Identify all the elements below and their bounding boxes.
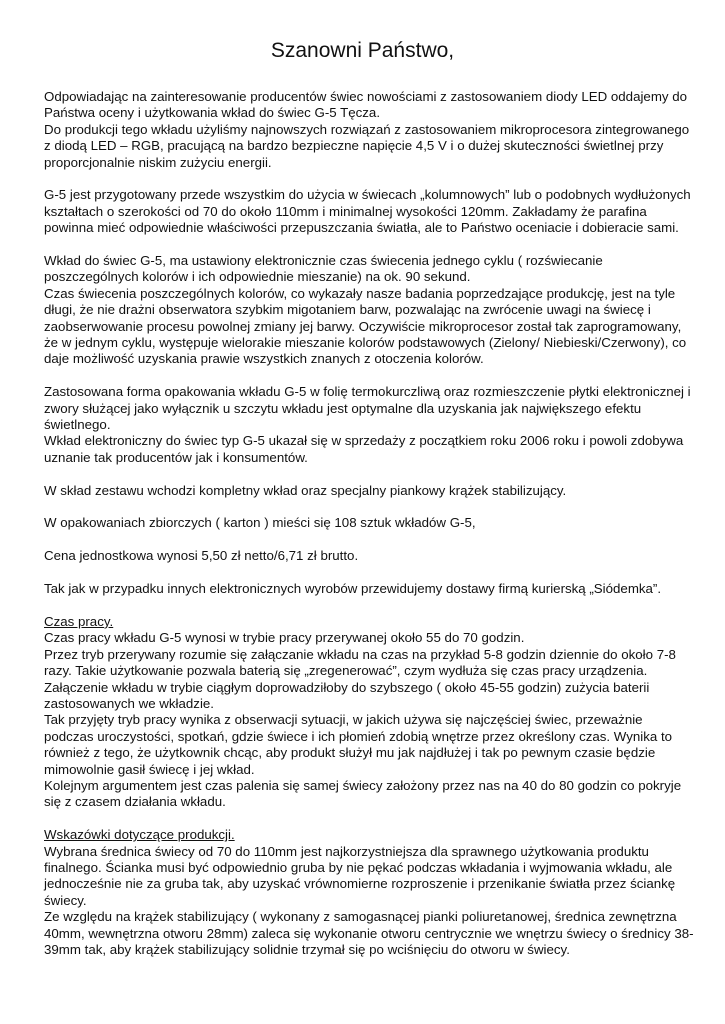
section-text-production-tips: Wybrana średnica świecy od 70 do 110mm jest najkorzystniejsza dla sprawnego użytkowania produktu finalnego. Ścianka musi być odpowiednio gruba by nie pękać podczas wkładania i wyjmowania wkładu, ale jednocześnie nie za gruba tak, aby uzyskać vrównomierne rozproszenie i przenikanie światła przez ściankę świecy. Ze względu na krążek stabilizujący ( wykonany z samogasnącej pianki poliuretanowej, średnica zewnętrzna 40mm, wewnętrzna otworu 28mm) zaleca się wykonanie otworu centrycznie we wnętrzu świecy o średnicy 38-39mm tak, aby krążek stabilizujący solidnie trzymał się po wciśnięciu do otworu w świecy.: [44, 843, 694, 957]
letter-body: [44, 89, 694, 958]
section-heading-production-tips: Wskazówki dotyczące produkcji.: [44, 827, 235, 843]
paragraph-bulk-packaging: W opakowaniach zbiorczych ( karton ) mieści się 108 sztuk wkładów G-5,: [44, 515, 476, 531]
paragraph-packaging: Zastosowana forma opakowania wkładu G-5 w folię termokurczliwą oraz rozmieszczenie płytki elektronicznej i zwory służącej jako wyłącznik u szczytu wkładu jest optymalne dla uzyskania jak największego efektu świetlnego. Wkład elektroniczny do świec typ G-5 ukazał się w sprzedaży z początkiem roku 2006 roku i powoli zdobywa uznanie tak producentów jak i konsumentów.: [44, 384, 691, 465]
paragraph-price: Cena jednostkowa wynosi 5,50 zł netto/6,71 zł brutto.: [44, 548, 359, 564]
section-heading-work-time: Czas pracy.: [44, 613, 114, 629]
paragraph-set-contents: W skład zestawu wchodzi kompletny wkład oraz specjalny piankowy krążek stabilizujący.: [44, 482, 567, 498]
section-text-work-time: Czas pracy wkładu G-5 wynosi w trybie pracy przerywanej około 55 do 70 godzin. Przez tryb przerywany rozumie się załączanie wkładu na czas na przykład 5-8 godzin dziennie do około 7-8 razy. Takie użytkowanie pozwala baterią się „zregenerować”, czym wydłuża się czas pracy urządzenia. Załączenie wkładu w trybie ciągłym doprowadziłoby do szybszego ( około 45-55 godzin) zużycia baterii zastosowanych we wkładzie. Tak przyjęty tryb pracy wynika z obserwacji sytuacji, w jakich używa się najczęściej świec, przeważnie podczas uroczystości, spotkań, gdzie świece i ich płomień zdobią wnętrze przez określony czas. Wynika to również z tego, że użytkownik chcąc, aby produkt służył mu jak najdłużej i tak po pewnym czasie będzie mimowolnie gasił świecę i jej wkład. Kolejnym argumentem jest czas palenia się samej świecy założony przez nas na 40 do 80 godzin co pokryje się z czasem działania wkładu.: [44, 630, 682, 810]
paragraph-delivery: Tak jak w przypadku innych elektronicznych wyrobów przewidujemy dostawy firmą kurierską „Siódemka”.: [44, 581, 662, 597]
paragraph-usage: G-5 jest przygotowany przede wszystkim do użycia w świecach „kolumnowych” lub o podobnych wydłużonych kształtach o szerokości od 70 do około 110mm i minimalnej wysokości 120mm. Zakładamy że parafina powinna mieć odpowiednie właściwości przepuszczania światła, ale to Państwo oceniacie i dobieracie sami.: [44, 187, 691, 236]
page-title: Szanowni Państwo,: [270, 39, 455, 62]
paragraph-cycle: Wkład do świec G-5, ma ustawiony elektronicznie czas świecenia jednego cyklu ( rozświecanie poszczególnych kolorów i ich odpowiednie mieszanie) na ok. 90 sekund. Czas świecenia poszczególnych kolorów, co wykazały nasze badania poprzedzające produkcję, jest na tyle długi, że nie drażni obserwatora szybkim migotaniem barw, pozwalając na zwrócenie uwagi na świecę i zaobserwowanie procesu powolnej zmiany jej barwy. Oczywiście mikroprocesor został tak zaprogramowany, że w jednym cyklu, występuje wielorakie mieszanie kolorów podstawowych (Zielony/ Niebieski/Czerwony), co daje możliwość uzyskania prawie wszystkich znanych z otoczenia kolorów.: [44, 253, 687, 367]
paragraph-intro: Odpowiadając na zainteresowanie producentów świec nowościami z zastosowaniem diody LED oddajemy do Państwa oceny i użytkowania wkład do świec G-5 Tęcza. Do produkcji tego wkładu użyliśmy najnowszych rozwiązań z zastosowaniem mikroprocesora zintegrowanego z diodą LED – RGB, pracującą na bardzo bezpieczne napięcie 4,5 V i o dużej skuteczności świetlnej przy proporcjonalnie niskim zużyciu energii.: [44, 89, 690, 170]
